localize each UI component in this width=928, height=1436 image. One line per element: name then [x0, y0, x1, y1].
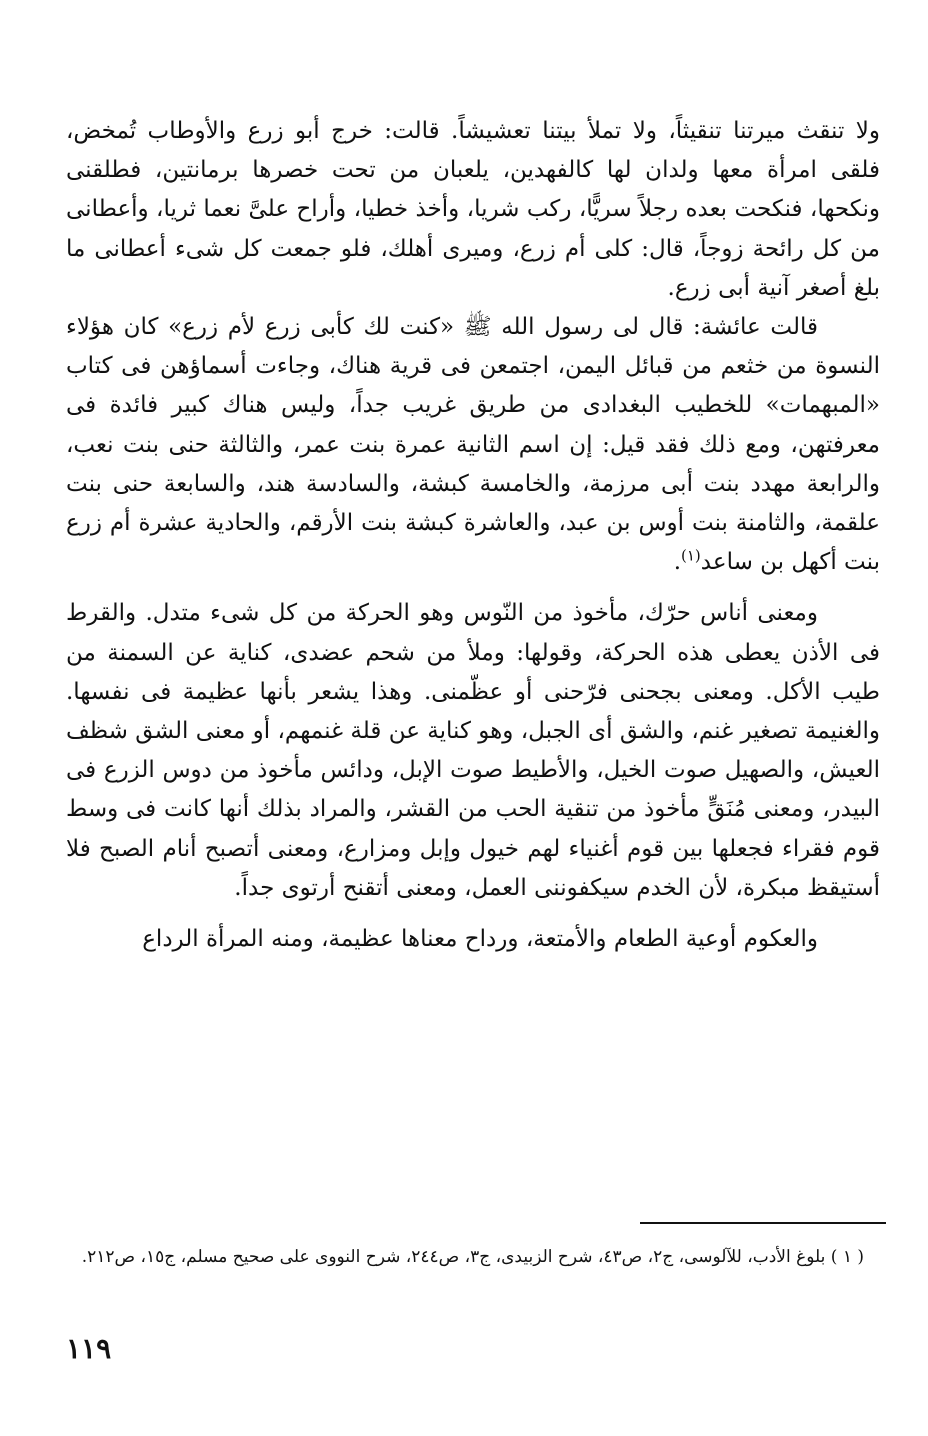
paragraph-2-text: قالت عائشة: قال لى رسول الله ﷺ «كنت لك كأبى زرع لأم زرع» كان هؤلاء النسوة من خثعم من قبائل اليمن، اجتمعن فى قرية هناك، وجاءت أسماؤهن فى كتاب «المبهمات» للخطيب البغدادى من طريق غريب جداً، وليس هناك كبير فائدة فى معرفتهن، ومع ذلك فقد قيل: إن اسم الثانية عمرة بنت عمر، والثالثة حنى بنت نعب، والرابعة مهدد بنت أبى مرزمة، والخامسة كبشة، والسادسة هند، والسابعة حنى بنت علقمة، والثامنة بنت أوس بن عبد، والعاشرة كبشة بنت الأرقم، والحادية عشرة أم زرع بنت أكهل بن ساعد — [66, 314, 880, 576]
footnote-divider — [640, 1222, 886, 1224]
footnotes — [66, 1242, 886, 1272]
paragraph-3: ومعنى أناس حرّك، مأخوذ من النّوس وهو الحركة من كل شىء متدل. والقرط فى الأذن يعطى هذه الحركة، وقولها: وملأ من شحم عضدى، كناية عن السمنة من طيب الأكل. ومعنى بجحنى فرّحنى أو عظّمنى. وهذا يشعر بأنها عظيمة فى نفسها. والغنيمة تصغير غنم، والشق أى الجبل، وهو كناية عن قلة غنمهم، أو معنى الشق شظف العيش، والصهيل صوت الخيل، والأطيط صوت الإبل، ودائس مأخوذ من دوس الزرع فى البيدر، ومعنى مُنَقٍّ مأخوذ من تنقية الحب من القشر، والمراد بذلك أنها كانت فى وسط قوم فقراء فجعلها بين قوم أغنياء لهم خيول وإبل ومزارع، ومعنى أتصبح أنام الصبح فلا أستيقظ مبكرة، لأن الخدم سيكفوننى العمل، ومعنى أتقنح أرتوى جداً. — [66, 600, 880, 901]
page-number: ١١٩ — [66, 1332, 112, 1365]
paragraph-2 — [66, 308, 880, 582]
paragraph-1: ولا تنقث ميرتنا تنقيثاً، ولا تملأ بيتنا تعشيشاً. قالت: خرج أبو زرع والأوطاب تُمخض، فلقى امرأة معها ولدان لها كالفهدين، يلعبان من تحت خصرها برمانتين، فطلقنى ونكحها، فنكحت بعده رجلاً سريًّا، ركب شريا، وأخذ خطيا، وأراح علىَّ نعما ثريا، وأعطانى من كل رائحة زوجاً، قال: كلى أم زرع، وميرى أهلك، فلو جمعت كل شىء أعطانى ما بلغ أصغر آنية أبى زرع. — [66, 118, 880, 301]
footnote-reference: (١) — [681, 546, 701, 565]
main-text — [66, 112, 880, 959]
footnote-1: ( ١ ) بلوغ الأدب، للآلوسى، ج٢، ص٤٣، شرح الزبيدى، ج٣، ص٢٤٤، شرح النووى على صحيح مسلم، ج١٥، ص٢١٢. — [81, 1247, 864, 1267]
paragraph-4: والعكوم أوعية الطعام والأمتعة، ورداح معناها عظيمة، ومنه المرأة الرداع — [142, 926, 818, 953]
paragraph-2-end: . — [673, 549, 681, 576]
